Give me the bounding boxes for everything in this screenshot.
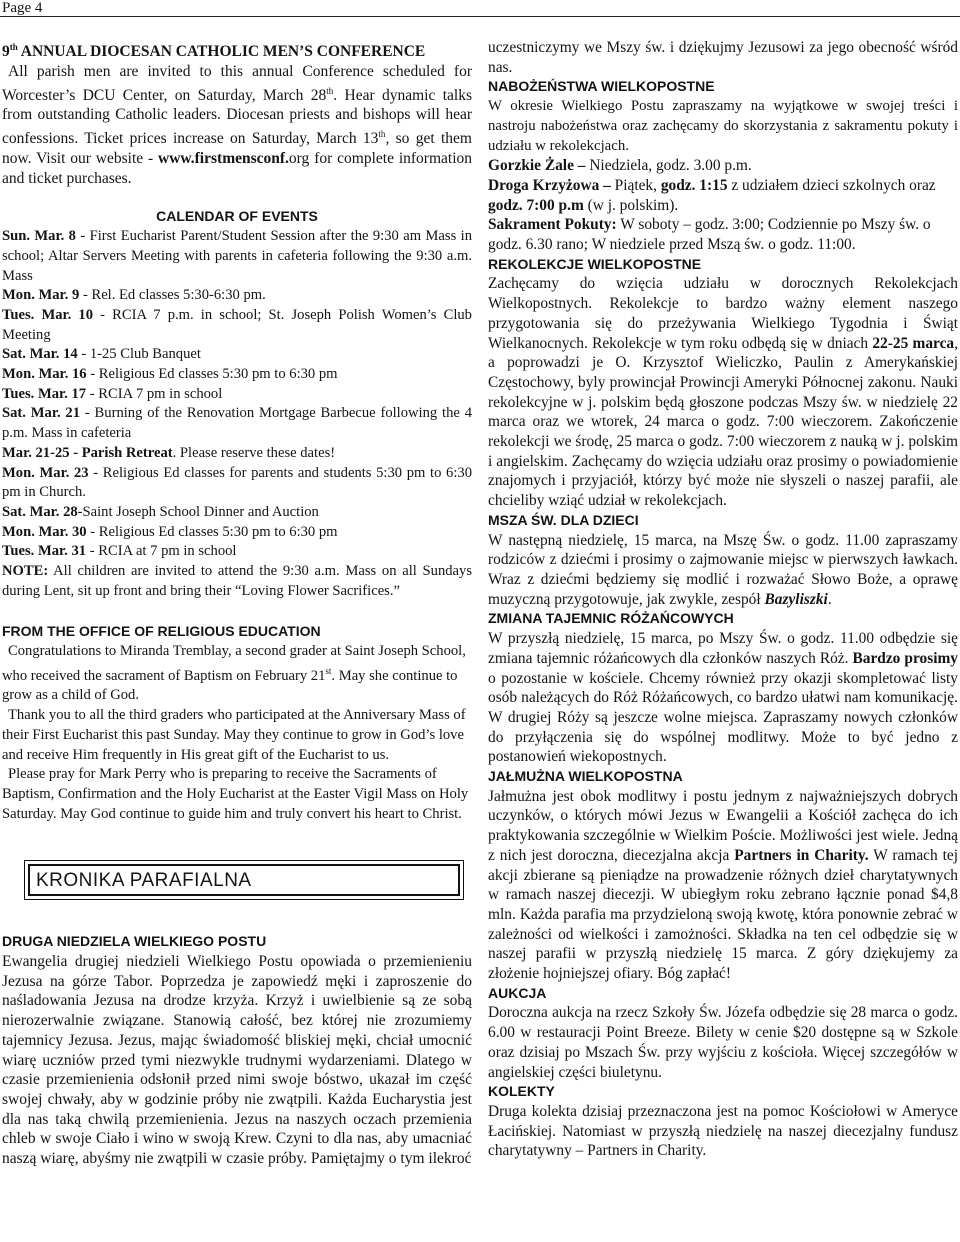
religious-ed-paragraph-2: Thank you to all the third graders who participated at the Anniversary Mass of their First Eucharist this past Sunday. May they continue to grow in God’s love and receive Him frequently in His great gift of the Eucharist to us. — [2, 707, 466, 763]
rekolekcje-title: REKOLEKCJE WIELKOPOSTNE — [488, 255, 702, 272]
calendar-event-text: - Religious Ed classes 5:30 pm to 6:30 pm — [86, 523, 338, 540]
conference-text: All parish men are invited to this annual Conference scheduled for Worcester’s DCU Center, on Saturday, March 28th. Hear dynamic talks from outstanding Catholic leaders. Diocesan priests and bishops will hear confessions. Ticket prices increase on Saturday, March 13th, so get them now. Visit our website - www.firstmensconf.org for complete information and ticket purchases. — [2, 62, 472, 187]
calendar-event-date: NOTE: — [2, 563, 49, 580]
zmiana-tajemnic-title: ZMIANA TAJEMNIC RÓŻAŃCOWYCH — [488, 610, 734, 627]
sakrament-pokuty-line: Sakrament Pokuty: W soboty – godz. 3:00; Codziennie po Mszy św. o godz. 6.30 rano; W niedziele przed Mszą św. o godz. 11:00. — [488, 216, 931, 254]
calendar-event-date: Mar. 21-25 - Parish Retreat — [2, 444, 173, 461]
kolekty-title: KOLEKTY — [488, 1083, 555, 1100]
calendar-event — [2, 542, 472, 562]
conference-website-link[interactable]: www.firstmensconf.org — [158, 149, 310, 167]
religious-ed-title: FROM THE OFFICE OF RELIGIOUS EDUCATION — [2, 623, 321, 640]
nabozenstwa-title: NABOŻEŃSTWA WIELKOPOSTNE — [488, 78, 715, 95]
calendar-event-text: - Religious Ed classes for parents and students 5:30 pm to 6:30 pm in Church. — [2, 464, 472, 501]
calendar-event — [2, 523, 472, 543]
jalmuzna-text: Jałmużna jest obok modlitwy i postu jednym z najważniejszych dobrych uczynków, o których mówi Jezus w Ewangelii a Kościół zachęca do ich praktykowania szczególnie w Wielkim Poście. Możliwości jest wiele. Jedną z nich jest doroczna, diecezjalna akcja Partners in Charity. W ramach tej akcji zbierane są pieniądze na prowadzenie różnych dzieł charytatywnych w ramach naszej diecezji. W ubiegłym roku zebrano łącznie ponad $4,8 mln. Każda parafia ma przydzieloną swoją kwotę, która ponownie zebrać w zależności od wielkości i zamożności. Składka na ten cel odbędzie się w naszej parafii w przyszłą niedzielę 15 marca. Z góry dziękujemy za złożenie hojniejszej ofiary. Bóg zapłać! — [488, 787, 959, 983]
gorzkie-zale-line: Gorzkie Żale – Niedziela, godz. 3.00 p.m. — [488, 157, 752, 175]
calendar-event — [2, 345, 472, 365]
kronika-banner — [24, 860, 464, 900]
msza-dzieci-title: MSZA ŚW. DLA DZIECI — [488, 511, 639, 528]
calendar-event — [2, 227, 472, 286]
calendar-event — [2, 503, 472, 523]
calendar-event-date: Sat. Mar. 28 — [2, 503, 78, 520]
page-header — [0, 0, 960, 17]
conference-title: 9th ANNUAL DIOCESAN CATHOLIC MEN’S CONFERENCE — [2, 42, 426, 61]
continued-text: uczestniczymy we Mszy św. i dziękujmy Jezusowi za jego obecność wśród nas. — [488, 39, 958, 76]
calendar-event — [2, 365, 472, 385]
calendar-event-date: Sun. Mar. 8 — [2, 228, 76, 245]
calendar-event — [2, 404, 472, 443]
calendar-event-date: Mon. Mar. 30 — [2, 523, 87, 540]
calendar-event-text: - Burning of the Renovation Mortgage Barbecue following the 4 p.m. Mass in cafeteria — [2, 405, 472, 442]
calendar-event-date: Sat. Mar. 14 — [2, 346, 78, 363]
calendar-event-text: All children are invited to attend the 9:30 a.m. Mass on all Sundays during Lent, sit up front and bring their “Loving Flower Sacrifices.” — [2, 563, 472, 599]
aukcja-title: AUKCJA — [488, 984, 547, 1001]
zmiana-tajemnic-text: W przyszłą niedzielę, 15 marca, po Mszy Św. o godz. 11.00 odbędzie się zmiana tajemnic różańcowych dla członków naszych Róż. Bardzo prosimy o pozostanie w kościele. Chcemy również przy okazji skompletować listy osób należących do Róż Różańcowych, co bardzo ułatwi nam komunikację. W drugiej Róży są jeszcze wolne miejsca. Zapraszamy nowych członków do przyłączenia się do wspólnej modlitwy. Może to być jedno z postanowień wiekopostnych. — [488, 630, 958, 766]
calendar-event — [2, 385, 472, 405]
calendar-event-text: - Religious Ed classes 5:30 pm to 6:30 pm — [86, 366, 338, 383]
calendar-event-date: Tues. Mar. 17 — [2, 385, 87, 402]
calendar-title: CALENDAR OF EVENTS — [156, 208, 318, 225]
nabozenstwa-text: W okresie Wielkiego Postu zapraszamy na wyjątkowe w swojej treści i nastroju nabożeństwa oraz zachęcamy do skorzystania z sakramentu pokuty i udziału w rekolekcjach. — [488, 98, 958, 154]
calendar-event-date: Mon. Mar. 16 — [2, 366, 87, 383]
left-column — [2, 38, 472, 1169]
calendar-event-date: Sat. Mar. 21 — [2, 405, 81, 422]
calendar-event — [2, 444, 472, 464]
calendar-event-text: - RCIA 7 pm in school — [86, 385, 223, 402]
calendar-event-text: . Please reserve these dates! — [172, 444, 336, 461]
calendar-event-date: Tues. Mar. 10 — [2, 306, 94, 323]
jalmuzna-title: JAŁMUŻNA WIELKOPOSTNA — [488, 768, 683, 785]
page-number: Page 4 — [2, 0, 43, 16]
calendar-event-text: - RCIA 7 p.m. in school; St. Joseph Polish Women’s Club Meeting — [2, 306, 472, 343]
droga-krzyzowa-line: Droga Krzyżowa – Piątek, godz. 1:15 z udziałem dzieci szkolnych oraz godz. 7:00 p.m (w j. polskim). — [488, 176, 936, 214]
calendar-event-date: Tues. Mar. 31 — [2, 543, 87, 560]
calendar-event — [2, 306, 472, 345]
calendar-event-text: - Rel. Ed classes 5:30-6:30 pm. — [79, 287, 266, 304]
calendar-event — [2, 286, 472, 306]
calendar-event-date: Mon. Mar. 9 — [2, 287, 80, 304]
right-column — [488, 38, 958, 1161]
calendar-event-text: - First Eucharist Parent/Student Session after the 9:30 am Mass in school; Altar Servers Meeting with parents in cafeteria following the 9:30 a.m. Mass — [2, 228, 472, 284]
calendar-event-text: - 1-25 Club Banquet — [77, 346, 201, 363]
druga-niedziela-title: DRUGA NIEDZIELA WIELKIEGO POSTU — [2, 933, 267, 950]
aukcja-text: Doroczna aukcja na rzecz Szkoły Św. Józefa odbędzie się 28 marca o godz. 6.00 w restauracji Point Breeze. Bilety w cenie $20 dostępne są w Szkole oraz dzisiaj po Mszach Św. przy wyjściu z kościoła. Więcej szczegółów w angielskiej części biuletynu. — [488, 1004, 958, 1081]
msza-dzieci-text: W następną niedzielę, 15 marca, na Mszę Św. o godz. 11.00 zapraszamy rodziców z dziećmi i prosimy o zajmowanie miejsc w pierwszych ławkach. Wraz z dziećmi będziemy się modlić i rozważać Słowo Boże, a oprawę muzyczną przygotowuje, jak zwykle, zespół Bazyliszki. — [488, 531, 958, 608]
calendar-event-date: Mon. Mar. 23 — [2, 464, 89, 481]
kronika-title: KRONIKA PARAFIALNA — [28, 864, 460, 896]
calendar-event-text: - RCIA at 7 pm in school — [86, 543, 237, 560]
calendar-event-text: -Saint Joseph School Dinner and Auction — [77, 503, 319, 520]
druga-niedziela-text: Ewangelia drugiej niedzieli Wielkiego Postu opowiada o przemienieniu Jezusa na górze Tabor. Poprzedza je zapowiedź męki i zaproszenie do naśladowania Jezusa na drodze krzyża. Krzyż i uwielbienie są ze sobą nierozerwalnie związane. Stanowią całość, bez której nie zrozumiemy tajemnicy Jezusa. Jezus, mając świadomość bliskiej męki, chciał umocnić wiarę uczniów przed tymi niezwykle trudnymi wydarzeniami. Dlatego w czasie przemienienia odsłonił przed nimi swoje bóstwo, ukazał im część swojej chwały, aby w godzinie próby nie zwątpili. Każda Eucharystia jest dla nas taką chwilą przemienienia. Jezus na naszych oczach przemienia chleb w swoje Ciało i wino w swoją Krew. Czyni to dla nas, aby umacniać naszą wiarę, abyśmy nie zwątpili w czasie próby. Pamiętajmy o tym ilekroć — [2, 953, 472, 1168]
kolekty-text: Druga kolekta dzisiaj przeznaczona jest na pomoc Kościołowi w Ameryce Łacińskiej. Natomiast w przyszłą niedzielę na naszej diecezjalny fundusz charytatywny – Partners in Charity. — [488, 1102, 958, 1160]
calendar-event — [2, 464, 472, 503]
events-list — [2, 227, 472, 601]
calendar-event — [2, 562, 472, 601]
religious-ed-paragraph-3: Please pray for Mark Perry who is preparing to receive the Sacraments of Baptism, Confirmation and the Holy Eucharist at the Easter Vigil Mass on Holy Saturday. May God continue to guide him and truly convert his heart to Christ. — [2, 766, 469, 822]
rekolekcje-text: Zachęcamy do wzięcia udziału w dorocznych Rekolekcjach Wielkopostnych. Rekolekcje to bardzo ważny element naszego przygotowania się do przeżywania Wielkiego Tygodnia i Świąt Wielkanocnych. Rekolekcje w tym roku odbędą się w dniach 22-25 marca, a poprowadzi je O. Krzysztof Wieliczko, Paulin z Amerykańskiej Częstochowy, byly prowincjał Prowincji Ameryki Północnej zakonu. Nauki rekolekcyjne w j. polskim będą głoszone podczas Mszy św. w niedzielę 22 marca oraz we wtorek, 24 marca o godz. 7:00 wieczorem. Zakończenie rekolekcji we środę, 25 marca o godz. 7:00 wieczorem z nauką w j. polskim i angielskim. Zachęcamy do wzięcia udziału oraz prosimy o powiadomienie znajomych i przyjaciół, którzy być może nie słyszeli o naszej parafii, ale chcieliby wziąć udział w rekolekcjach. — [488, 275, 958, 510]
religious-ed-paragraph-1: Congratulations to Miranda Tremblay, a second grader at Saint Joseph School, who received the sacrament of Baptism on February 21st. May she continue to grow as a child of God. — [2, 643, 466, 704]
